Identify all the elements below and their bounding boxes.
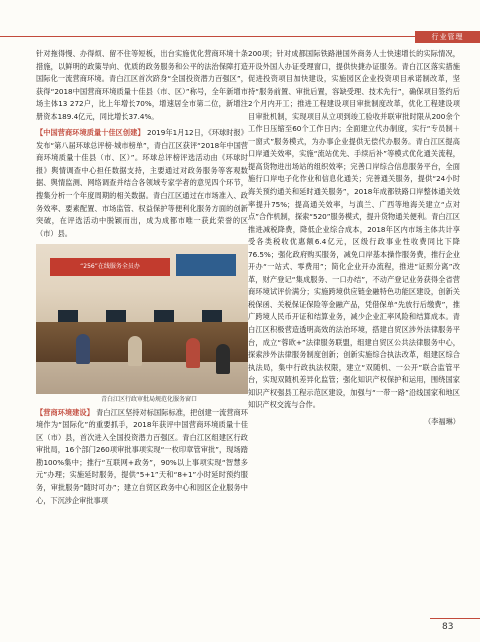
photo-caption: 青白江区行政审批局规范化服务窗口 — [100, 396, 197, 404]
page-number: 83 — [442, 622, 454, 632]
ranking-body: 2019年1月12日，《环球时报》发布“第八届环球总评榜·城市榜单”，青白江区获评“2018年中国营商环境质量十佳县（市、区）”。环球总评榜评选活动由《环球时报》舆情调查中心担任数据支持，主要通过对政务服务等客观数据、舆情监测、网络调查并结合各领域专家学者的意见四个环节，搜集分析一个年度周期的相关数据。青白江区通过在市场准入、政务效率、要素配置、市场监管、权益保护等便利化服务方面的创新突破，在评选活动中脱颖而出，成为成都市唯一获此荣誉的区（市）县。 — [36, 128, 248, 238]
left-column — [36, 48, 248, 507]
environment-body: 青白江区坚持对标国际标准，把创建一流营商环境作为“国际化”的重要抓手，2018年获评中国营商环境质量十佳区（市）县，首次进入全国投资潜力百强区。青白江区组建区行政审批局，16个部门260项审批事项实现“一枚印章管审批”，现场踏勘100%集中；推行“互联网+政务”，90%以上事项实现“智慧多元”办理；实施延时服务，提供“5+1”天和“8+1”小时延时预约服务，审批服务“随时可办”；建立自贸区政务中心和园区企业服务中心，下沉涉企审批事项 — [36, 407, 248, 505]
right-column — [248, 48, 460, 428]
photo-banner: “256”在线服务全员办 — [50, 258, 170, 276]
photo-sign — [176, 254, 236, 276]
footer-rule — [430, 618, 480, 619]
header-rule — [0, 36, 415, 37]
photo-person — [76, 334, 90, 364]
environment-subhead: 【营商环境建设】 — [36, 407, 94, 417]
author-credit: （李福琳） — [424, 416, 460, 426]
photo-person — [128, 336, 142, 366]
ranking-subhead: 【中国营商环境质量十佳区创建】 — [36, 128, 145, 138]
photo-person — [186, 338, 200, 368]
service-window-photo — [36, 244, 248, 394]
section-tab: 行业管理 — [415, 31, 480, 43]
ranking-paragraph — [36, 127, 248, 240]
intro-paragraph: 针对拖得慢、办得烦、留不住等短板，出台实施优化营商环境十条措施，以鲜明的政策导向、优质的政务服务和公平的法治保障打造国际化一流营商环境。青白江区首次跻身“全国投资潜力百强区”，获得“2018中国营商环境质量十佳县（市、区）”称号，全年新增市场主体13 272户，比上年增长70%，增速居全市第二位，新增注册资本189.4亿元，同比增长37.4%。 — [36, 49, 248, 121]
environment-paragraph — [36, 407, 248, 507]
continuation-paragraph: 200项；针对成都国际铁路港国外商务人士快速增长的实际情况，开设外国人办证受理窗口，提供快捷办证服务。青白江区落实措施促进投资项目加快建设，实施园区企业投资项目承诺制改革，坚持“服务前置、审批后置，容缺受理、技术先行”，确保项目签约后2个月内开工；推进工程建设项目审批制度改革，优化工程建设项目审批机制，实现项目从立项到竣工验收并联审批时限从200余个工作日压缩至60个工作日内；全面建立代办制度，实行“专员制＋一窗式”服务模式，为办事企业提供无偿代办服务。青白江区提高口岸通关效率，实施“流站优先、手续后补”等模式优化通关流程，提高货物进出场站的组织效率；完善口岸综合信息服务平台，全面施行口岸电子化作业和信息化通关；完善通关服务，提供“24小时海关预约通关和延时通关服务”，2018年成都铁路口岸整体通关效率提升75%；提高通关效率，与滇兰、广西等地海关建立“点对点”合作机制，探索“520”服务模式，提升货物通关便利。青白江区推进减税降费，降低企业综合成本，2018年区内市场主体共计享受各类税收优惠额6.4亿元，区级行政事业性收费同比下降76.5%；强化政府购买服务，减免口岸基本操作服务费，推行企业开办“一站式、零费用”；简化企业开办流程，推进“证照分离”改革，财产登记“集成服务、一口办结”，不动产登记业务获得全省营商环境试评价满分；实施跨境供应链金融特色功能区建设，创新关税保函、关税保证保险等金融产品，凭借保单“先放行后缴费”，推广跨境人民币开证和结算业务，减少企业汇率风险和结算成本。青白江区积极营造透明高效的法治环境，搭建自贸区涉外法律服务平台，成立“蓉欧+”法律服务联盟，组建自贸区公共法律服务中心，探索涉外法律服务制度创新；创新实施综合执法改革，组建区综合执法局，集中行政执法权限，建立“双随机、一公开”联合监管平台，实现双随机差异化监管；强化知识产权保护和运用，围绕国家知识产权强县工程示范区建设，加强与“一带一路”沿线国家和地区知识产权交流与合作。 — [248, 49, 460, 410]
photo-person — [216, 344, 230, 374]
page-header — [0, 0, 480, 40]
